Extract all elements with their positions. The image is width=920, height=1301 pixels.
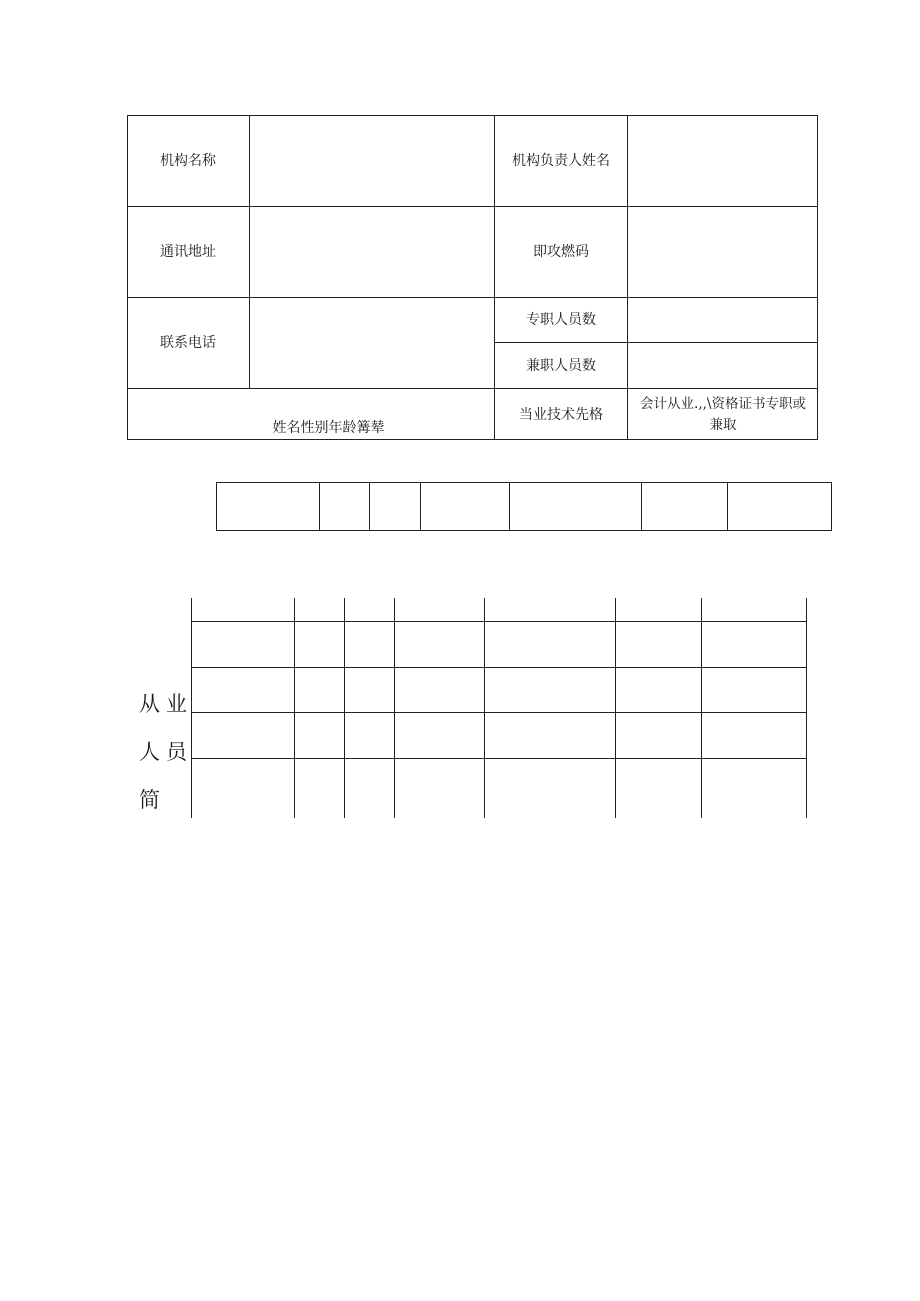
table-rule (420, 482, 421, 531)
institution-name-label: 机构名称 (160, 152, 216, 169)
table-rule (191, 712, 807, 713)
address-label: 通讯地址 (160, 244, 216, 260)
table-rule (509, 482, 510, 531)
fulltime-field[interactable] (628, 298, 818, 342)
table-rule (641, 482, 642, 531)
staff-row-table (216, 482, 832, 531)
staff-header-cert: 会计从业.,,\资格证书专职或兼取 (640, 395, 806, 433)
parttime-field[interactable] (628, 343, 818, 388)
fulltime-label: 专职人员数 (526, 312, 596, 328)
table-rule (615, 598, 616, 818)
address-field[interactable] (250, 207, 494, 297)
table-rule (191, 621, 807, 622)
side-label-line: 人员 (139, 740, 193, 764)
institution-name-field[interactable] (250, 115, 494, 206)
table-rule (369, 482, 370, 531)
head-name-label: 机构负责人姓名 (512, 152, 610, 169)
postcode-field[interactable] (628, 207, 818, 297)
side-label-line: 简 (139, 788, 166, 812)
staff-side-label (139, 680, 195, 824)
table-rule (806, 598, 807, 818)
table-rule (319, 482, 320, 531)
postcode-label: 即攻燃码 (533, 244, 589, 260)
head-name-field[interactable] (628, 115, 818, 206)
parttime-label: 兼职人员数 (526, 357, 596, 374)
staff-header-tech: 当业技术先格 (519, 406, 603, 423)
phone-field[interactable] (250, 298, 494, 388)
phone-label: 联系电话 (160, 335, 216, 351)
table-rule (294, 598, 295, 818)
table-rule (191, 758, 807, 759)
staff-header-main: 姓名性别年龄篝辇 (272, 420, 385, 436)
table-rule (484, 598, 485, 818)
side-label-line: 从业 (139, 692, 193, 716)
table-rule (344, 598, 345, 818)
table-rule (701, 598, 702, 818)
table-rule (394, 598, 395, 818)
table-rule (191, 667, 807, 668)
table-rule (727, 482, 728, 531)
